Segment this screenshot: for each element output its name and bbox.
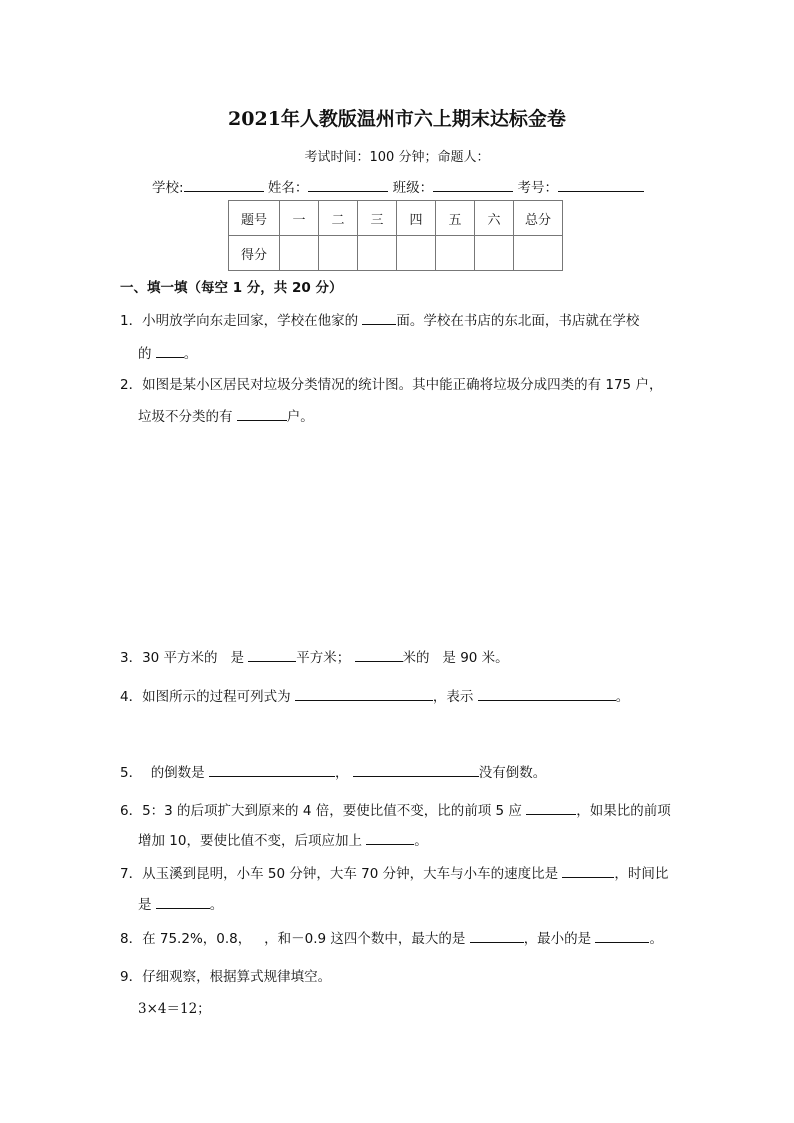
question-5 [120,761,546,781]
answer-blank[interactable] [353,762,479,777]
question-text: 没有倒数。 [478,765,547,781]
question-text: 的 [138,346,152,362]
question-text: ，时间比 [614,866,669,882]
question-7-line-1 [120,862,668,882]
question-text: 户。 [286,409,314,425]
question-text: 垃圾不分类的有 [138,409,233,425]
answer-blank[interactable] [355,647,403,662]
question-6-line-1 [120,799,671,819]
question-text: 2．如图是某小区居民对垃圾分类情况的统计图。其中能正确将垃圾分成四类的有 175 户， [120,377,663,393]
question-9-example [138,997,211,1017]
score-cell[interactable] [280,236,319,271]
answer-blank[interactable] [366,830,414,845]
question-text: 3×4＝12； [138,1001,211,1017]
question-8 [120,927,663,947]
score-header-cell: 总分 [514,201,563,236]
question-text: 1．小明放学向东走回家，学校在他家的 [120,313,359,329]
question-4 [120,685,629,705]
answer-blank[interactable] [209,762,335,777]
score-cell[interactable] [514,236,563,271]
score-header-cell: 二 [319,201,358,236]
score-header-cell: 六 [475,201,514,236]
question-2-line-1 [120,373,662,393]
question-text: 7．从玉溪到昆明，小车 50 分钟，大车 70 分钟，大车与小车的速度比是 [120,866,559,882]
answer-blank[interactable] [295,686,433,701]
answer-blank[interactable] [562,863,614,878]
question-text: 米的 [402,650,430,666]
question-text: 增加 10，要使比值不变，后项应加上 [138,833,362,849]
question-text: 8．在 75.2%，0.8， [120,931,252,947]
question-text: 3．30 平方米的 [120,650,218,666]
answer-blank[interactable] [478,686,616,701]
question-7-line-2 [138,893,223,913]
number-blank[interactable] [558,177,644,192]
score-table-score-row [229,236,563,271]
question-1-line-2 [138,342,197,362]
score-table [228,200,563,271]
answer-blank[interactable] [237,406,287,421]
question-text: 。 [615,689,630,705]
page-title: 2021年人教版温州市六上期末达标金卷 [228,108,566,130]
score-cell[interactable] [358,236,397,271]
score-table-header-row [229,201,563,236]
question-text: ，和－0.9 这四个数中，最大的是 [264,931,466,947]
question-text: ，如果比的前项 [576,803,671,819]
question-text: 9．仔细观察，根据算式规律填空。 [120,969,332,985]
number-label: 考号： [517,180,558,196]
question-text: 是 [230,650,244,666]
score-header-cell: 五 [436,201,475,236]
question-text: ， [334,765,349,781]
student-info-row [152,176,644,196]
answer-blank[interactable] [595,928,649,943]
question-3 [120,646,509,666]
question-text: 4．如图所示的过程可列式为 [120,689,291,705]
answer-blank[interactable] [156,343,184,358]
question-1-line-1 [120,309,639,329]
name-blank[interactable] [308,177,388,192]
question-text: 是 90 米。 [442,650,509,666]
score-row-label: 得分 [229,236,280,271]
class-label: 班级： [392,180,434,196]
question-text: 。 [183,346,198,362]
question-6-line-2 [138,829,428,849]
score-cell[interactable] [397,236,436,271]
question-text: 5． [120,765,143,781]
answer-blank[interactable] [156,894,210,909]
section-heading: 一、填一填（每空 1 分，共 20 分） [120,280,343,296]
question-text: 是 [138,897,152,913]
question-text: 6．5：3 的后项扩大到原来的 4 倍，要使比值不变，比的前项 5 应 [120,803,522,819]
answer-blank[interactable] [526,800,576,815]
question-text: 的倒数是 [150,765,205,781]
question-text: 面。学校在书店的东北面，书店就在学校 [396,313,640,329]
class-blank[interactable] [433,177,513,192]
answer-blank[interactable] [470,928,524,943]
question-text: ，最小的是 [523,931,592,947]
question-text: 。 [414,833,428,849]
score-cell[interactable] [436,236,475,271]
school-blank[interactable] [184,177,264,192]
question-text: ，表示 [432,689,474,705]
answer-blank[interactable] [248,647,296,662]
score-header-cell: 四 [397,201,436,236]
question-text: 平方米； [296,650,351,666]
score-header-cell: 题号 [229,201,280,236]
question-9 [120,965,331,985]
answer-blank[interactable] [362,310,396,325]
score-cell[interactable] [319,236,358,271]
question-text: 。 [209,897,224,913]
score-cell[interactable] [475,236,514,271]
name-label: 姓名： [267,180,309,196]
score-header-cell: 一 [280,201,319,236]
question-2-line-2 [138,405,314,425]
exam-info: 考试时间：100 分钟；命题人： [304,150,490,165]
score-header-cell: 三 [358,201,397,236]
question-text: 。 [649,931,663,947]
school-label: 学校: [152,180,184,196]
